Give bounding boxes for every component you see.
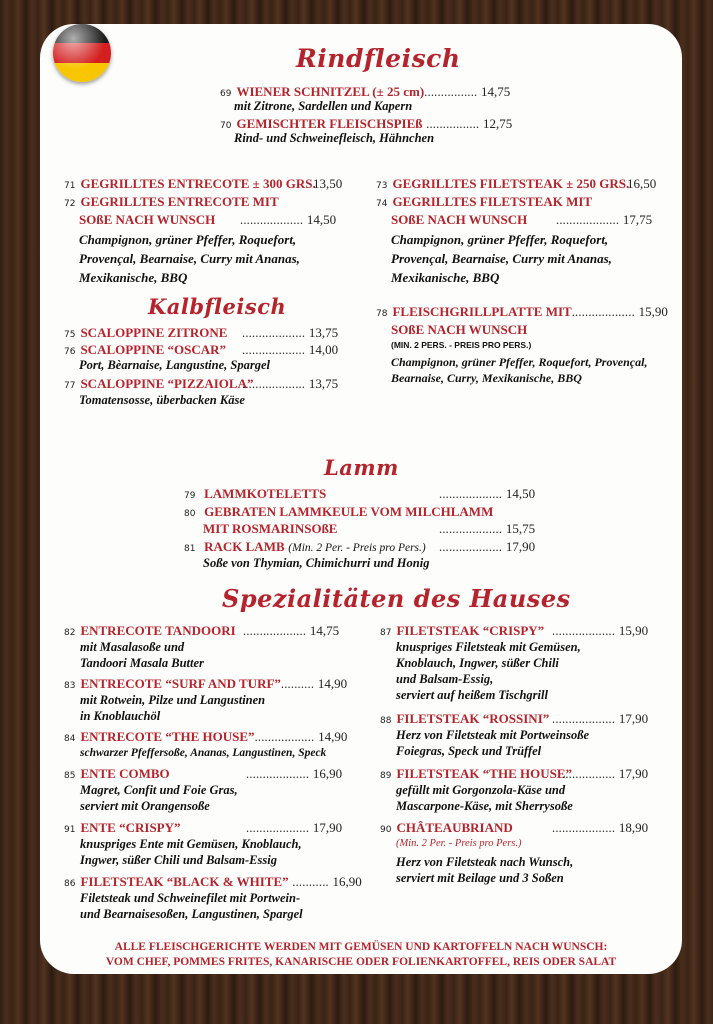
dot-leader: ................... xyxy=(552,821,616,835)
dot-leader: .......... xyxy=(280,677,315,691)
dot-leader: ........... xyxy=(292,875,329,889)
item-description: Champignon, grüner Pfeffer, Roquefort, Provençal, Bearnaise, Curry, Mexikanische, BBQ xyxy=(391,355,648,385)
item-title: GEGRILLTES ENTRECOTE MIT xyxy=(80,194,279,209)
item-price: 15,90 xyxy=(638,304,668,319)
item-note: (Min. 2 Per. - Preis pro Pers.) xyxy=(396,838,522,849)
item-description: mit Masalasoße und Tandoori Masala Butter xyxy=(80,640,204,670)
item-title: SOßE NACH WUNSCH xyxy=(391,322,528,337)
dot-leader: ................... xyxy=(439,540,503,554)
item-number: 74 xyxy=(376,199,388,209)
item-price: 15,90 xyxy=(618,623,649,638)
menu-item-81-price xyxy=(439,539,535,555)
menu-item-79-price xyxy=(439,486,535,502)
dot-leader: ................... xyxy=(240,213,304,227)
item-price: 16,90 xyxy=(332,874,362,889)
item-number: 80 xyxy=(184,509,196,519)
item-price: 14,90 xyxy=(318,729,348,744)
menu-item-91-price xyxy=(246,820,342,836)
item-number: 86 xyxy=(64,879,76,889)
item-description: gefüllt mit Gorgonzola-Käse und Mascarpone-Käse, mit Sherrysoße xyxy=(396,783,573,813)
dot-leader: ................ xyxy=(426,117,480,131)
item-number: 89 xyxy=(380,771,392,781)
item-description: Champignon, grüner Pfeffer, Roquefort, Provençal, Bearnaise, Curry mit Ananas, Mexikanische, BBQ xyxy=(79,232,300,285)
menu-item-85-price xyxy=(246,766,342,782)
item-title: CHÂTEAUBRIAND xyxy=(396,820,513,835)
item-price: 13,75 xyxy=(308,376,339,391)
item-number: 79 xyxy=(184,491,196,501)
item-price: 14,50 xyxy=(306,212,337,227)
menu-item-78-line2 xyxy=(391,322,527,338)
item-title: ENTRECOTE “SURF AND TURF” xyxy=(80,676,281,691)
dot-leader: ................... xyxy=(552,712,616,726)
item-price: 16,90 xyxy=(312,766,343,781)
item-price: 14,00 xyxy=(308,342,339,357)
menu-item-88-price xyxy=(552,711,648,727)
item-description: mit Zitrone, Sardellen und Kapern xyxy=(234,99,413,113)
item-title: SOßE NACH WUNSCH xyxy=(391,212,528,227)
menu-item-72-line2 xyxy=(79,212,215,228)
item-title: GEMISCHTER FLEISCHSPIEß xyxy=(236,116,423,131)
dot-leader: ................... xyxy=(242,377,306,391)
menu-item-79 xyxy=(184,486,326,504)
section-title-lamm: Lamm xyxy=(324,455,399,480)
item-description: knuspriges Ente mit Gemüsen, Knoblauch, Ingwer, süßer Chili und Balsam-Essig xyxy=(80,837,302,867)
dot-leader: ................... xyxy=(242,343,306,357)
menu-item-77-price xyxy=(242,376,338,392)
dot-leader: ................... xyxy=(439,522,503,536)
item-title: FILETSTEAK “BLACK & WHITE” xyxy=(80,874,289,889)
item-number: 75 xyxy=(64,330,76,340)
menu-item-80-price xyxy=(439,521,535,537)
item-price: 17,90 xyxy=(618,766,649,781)
section-title-kalbfleisch: Kalbfleisch xyxy=(148,294,287,319)
item-description: knuspriges Filetsteak mit Gemüsen, Knoblauch, Ingwer, süßer Chili und Balsam-Essig, serviert auf heißem Tischgrill xyxy=(396,640,581,702)
menu-item-75 xyxy=(64,325,227,343)
item-description: schwarzer Pfeffersoße, Ananas, Langustinen, Speck xyxy=(80,747,327,759)
menu-item-73 xyxy=(376,176,629,194)
item-number: 78 xyxy=(376,309,388,319)
menu-item-80 xyxy=(184,504,493,522)
item-title: FILETSTEAK “ROSSINI” xyxy=(396,711,550,726)
menu-item-90-price xyxy=(552,820,648,836)
item-title: ENTE COMBO xyxy=(80,766,170,781)
item-number: 90 xyxy=(380,825,392,835)
item-number: 84 xyxy=(64,734,76,744)
item-title: GEBRATEN LAMMKEULE VOM MILCHLAMM xyxy=(204,504,494,519)
item-price: 17,90 xyxy=(505,539,536,554)
item-price: 17,75 xyxy=(622,212,653,227)
item-price: 13,75 xyxy=(308,325,339,340)
menu-item-76-price xyxy=(242,342,338,358)
item-number: 88 xyxy=(380,716,392,726)
menu-item-74-line2 xyxy=(391,212,527,228)
item-price: 14,75 xyxy=(481,84,511,99)
dot-leader: ................... xyxy=(246,821,310,835)
menu-item-87-price xyxy=(552,623,648,639)
item-number: 70 xyxy=(220,121,232,131)
item-price: 15,75 xyxy=(505,521,536,536)
item-description: Soße von Thymian, Chimichurri und Honig xyxy=(203,556,430,570)
item-price: 17,90 xyxy=(312,820,343,835)
item-description: Herz von Filetsteak mit Portweinsoße Foiegras, Speck und Trüffel xyxy=(396,728,590,758)
dot-leader: ................... xyxy=(246,767,310,781)
dot-leader: .................. xyxy=(254,730,315,744)
dot-leader: ................... xyxy=(242,326,306,340)
dot-leader: ................... xyxy=(243,624,307,638)
item-title: SCALOPPINE “PIZZAIOLA” xyxy=(80,376,254,391)
item-description: mit Rotwein, Pilze und Langustinen in Knoblauchöl xyxy=(80,693,266,723)
dot-leader: ................... xyxy=(571,305,635,319)
item-title: ENTRECOTE “THE HOUSE” xyxy=(80,729,255,744)
item-price: 12,75 xyxy=(483,116,513,131)
item-price: 14,75 xyxy=(309,623,340,638)
item-title: LAMMKOTELETTS xyxy=(204,486,327,501)
menu-item-71 xyxy=(64,176,316,194)
item-number: 71 xyxy=(64,181,76,191)
menu-item-89-price xyxy=(562,766,648,782)
item-title: FILETSTEAK “THE HOUSE” xyxy=(396,766,573,781)
menu-item-90 xyxy=(380,820,513,838)
menu-item-82-price xyxy=(243,623,339,639)
section-title-rindfleisch: Rindfleisch xyxy=(296,44,461,73)
item-number: 69 xyxy=(220,89,232,99)
footer-note xyxy=(40,940,682,970)
footer-line: ALLE FLEISCHGERICHTE WERDEN MIT GEMÜSEN UND KARTOFFELN NACH WUNSCH: xyxy=(114,941,608,953)
menu-item-74 xyxy=(376,194,592,212)
german-flag-icon xyxy=(53,24,111,82)
item-price: 18,90 xyxy=(618,820,649,835)
item-number: 82 xyxy=(64,628,76,638)
item-price: 14,50 xyxy=(505,486,536,501)
item-description: Rind- und Schweinefleisch, Hähnchen xyxy=(234,131,435,145)
item-description: Herz von Filetsteak nach Wunsch, serviert mit Beilage und 3 Soßen xyxy=(396,855,574,885)
item-description: Tomatensosse, überbacken Käse xyxy=(79,393,245,407)
item-title: SCALOPPINE ZITRONE xyxy=(80,325,228,340)
item-description: Champignon, grüner Pfeffer, Roquefort, Provençal, Bearnaise, Curry mit Ananas, Mexikanische, BBQ xyxy=(391,232,612,285)
item-number: 81 xyxy=(184,544,196,554)
menu-item-75-price xyxy=(242,325,338,341)
dot-leader: ................... xyxy=(439,487,503,501)
menu-item-78 xyxy=(376,304,668,322)
item-title: SCALOPPINE “OSCAR” xyxy=(80,342,226,357)
item-title: GEGRILLTES FILETSTEAK MIT xyxy=(392,194,593,209)
menu-item-74-price xyxy=(556,212,652,228)
item-note: (Min. 2 Per. - Preis pro Pers.) xyxy=(288,542,426,554)
dot-leader: ................ xyxy=(424,85,478,99)
item-price: 17,90 xyxy=(618,711,649,726)
item-number: 77 xyxy=(64,381,76,391)
menu-item-72 xyxy=(64,194,279,212)
dot-leader: ................ xyxy=(562,767,616,781)
item-title: MIT ROSMARINSOßE xyxy=(203,521,338,536)
item-price: 13,50 xyxy=(313,176,343,191)
item-number: 83 xyxy=(64,681,76,691)
item-number: 87 xyxy=(380,628,392,638)
item-note: (MIN. 2 PERS. - PREIS PRO PERS.) xyxy=(391,340,532,350)
item-title: GEGRILLTES ENTRECOTE ± 300 GRS. xyxy=(80,176,316,191)
footer-line: VOM CHEF, POMMES FRITES, KANARISCHE ODER FOLIENKARTOFFEL, REIS ODER SALAT xyxy=(105,956,617,968)
item-title: FLEISCHGRILLPLATTE MIT xyxy=(392,304,572,319)
item-description: Filetsteak und Schweinefilet mit Portwein- und Bearnaisesoßen, Langustinen, Spargel xyxy=(80,891,303,921)
item-number: 73 xyxy=(376,181,388,191)
menu-item-80-line2 xyxy=(203,521,337,537)
item-number: 76 xyxy=(64,347,76,357)
dot-leader: ................... xyxy=(552,624,616,638)
item-title: WIENER SCHNITZEL (± 25 cm) xyxy=(236,84,425,99)
item-title: FILETSTEAK “CRISPY” xyxy=(396,623,545,638)
item-description: Port, Bèarnaise, Langustine, Spargel xyxy=(79,358,270,372)
item-price: 16,50 xyxy=(627,176,657,191)
item-title: GEGRILLTES FILETSTEAK ± 250 GRS. xyxy=(392,176,630,191)
item-number: 91 xyxy=(64,825,76,835)
item-number: 85 xyxy=(64,771,76,781)
item-title: ENTE “CRISPY” xyxy=(80,820,181,835)
menu-item-72-price xyxy=(240,212,336,228)
item-number: 72 xyxy=(64,199,76,209)
item-description: Magret, Confit und Foie Gras, serviert mit Orangensoße xyxy=(80,783,238,813)
item-price: 14,90 xyxy=(317,676,348,691)
section-title-spezialitaeten: Spezialitäten des Hauses xyxy=(222,584,571,613)
item-title: ENTRECOTE TANDOORI xyxy=(80,623,236,638)
item-title: RACK LAMB xyxy=(204,539,285,554)
dot-leader: ................... xyxy=(556,213,620,227)
item-title: SOßE NACH WUNSCH xyxy=(79,212,216,227)
